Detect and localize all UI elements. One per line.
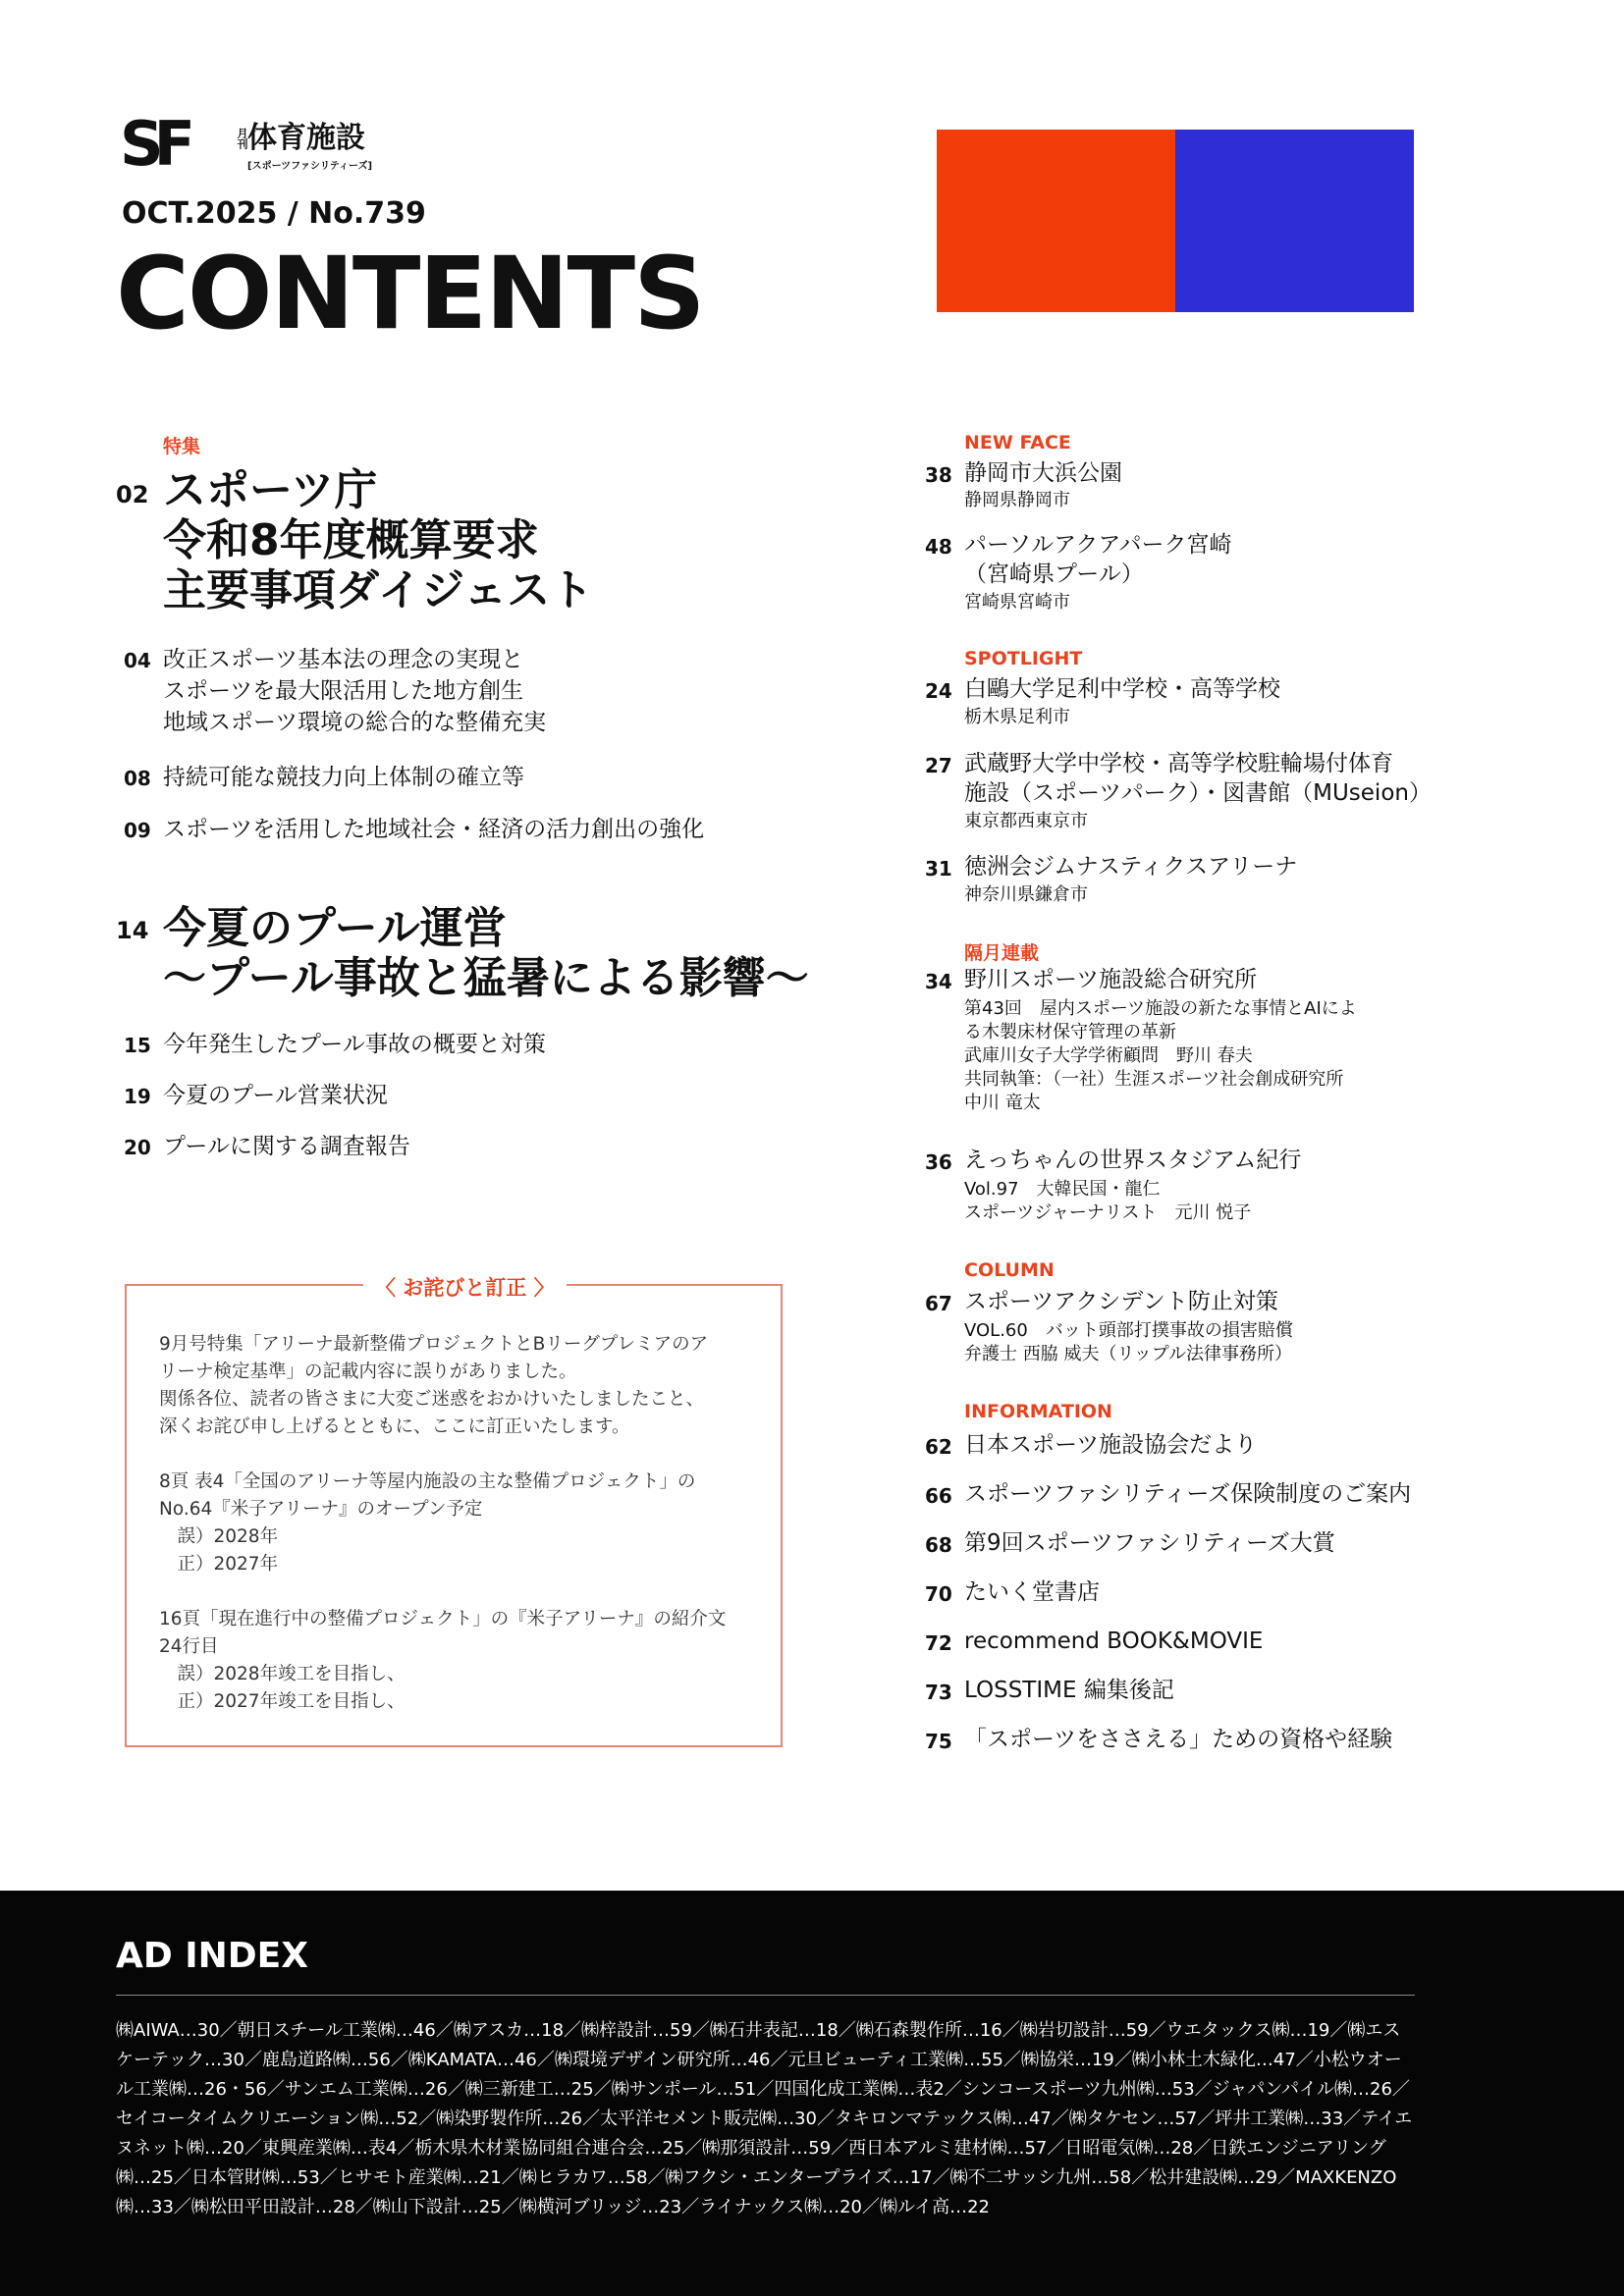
article-detail-line: 弁護士 西脇 威夫（リップル法律事務所） bbox=[964, 1344, 1293, 1364]
article-detail-line: VOL.60 バット頭部打撲事故の損害賠償 bbox=[964, 1320, 1293, 1341]
magazine-logo bbox=[120, 108, 375, 180]
logo-subtitle: [スポーツファシリティーズ] bbox=[247, 161, 373, 172]
logo-mark: SF bbox=[120, 108, 187, 180]
correction-text: 深くお詫び申し上げるとともに、ここに訂正いたします。 bbox=[159, 1416, 630, 1437]
article-location: 栃木県足利市 bbox=[964, 707, 1070, 727]
logo-title: 体育施設 bbox=[247, 121, 365, 155]
section-label-information: INFORMATION bbox=[964, 1401, 1112, 1422]
article-title-line: 地域スポーツ環境の総合的な整備充実 bbox=[163, 710, 547, 735]
feature-title-line: 主要事項ダイジェスト bbox=[163, 565, 594, 615]
correction-text: 正）2027年竣工を目指し、 bbox=[159, 1691, 406, 1712]
article-detail-line: 武庫川女子大学学術顧問 野川 春夫 bbox=[964, 1045, 1253, 1066]
article-page-num[interactable]: 72 bbox=[925, 1631, 952, 1655]
article-title[interactable]: 持続可能な競技力向上体制の確立等 bbox=[163, 765, 524, 790]
feature-title-line: スポーツ庁 bbox=[163, 465, 378, 515]
article-title-line: 施設（スポーツパーク）・図書館（MUseion） bbox=[964, 780, 1432, 806]
article-page-num[interactable]: 48 bbox=[925, 535, 952, 559]
correction-text: 9月号特集「アリーナ最新整備プロジェクトとBリーグプレミアのア bbox=[159, 1334, 709, 1355]
feature-title[interactable] bbox=[163, 903, 809, 1003]
article-location: 宮崎県宮崎市 bbox=[964, 592, 1070, 613]
article-page-num[interactable]: 68 bbox=[925, 1533, 952, 1557]
section-label-series: 隔月連載 bbox=[964, 942, 1040, 964]
correction-text: 関係各位、読者の皆さまに大変ご迷惑をおかけいたしましたこと、 bbox=[159, 1389, 705, 1410]
article-page-num[interactable]: 04 bbox=[124, 649, 151, 672]
article-title[interactable]: たいく堂書店 bbox=[964, 1579, 1100, 1605]
section-label-new-face: NEW FACE bbox=[964, 432, 1071, 454]
article-title[interactable] bbox=[163, 644, 546, 738]
article-title[interactable]: 日本スポーツ施設協会だより bbox=[964, 1432, 1258, 1458]
section-label-spotlight: SPOTLIGHT bbox=[964, 648, 1083, 669]
article-title-line: スポーツを最大限活用した地方創生 bbox=[163, 678, 524, 704]
section-label-column: COLUMN bbox=[964, 1259, 1055, 1281]
article-title[interactable]: 今年発生したプール事故の概要と対策 bbox=[163, 1032, 546, 1057]
ad-index-list: ㈱AIWA…30／朝日スチール工業㈱…46／㈱アスカ…18／㈱梓設計…59／㈱石井表記…18／㈱石森製作所…16／㈱岩切設計…59／ウエタックス㈱…19／㈱エスケーテック…30／鹿島道路㈱…56／㈱KAMATA…46／㈱環境デザイン研究所…46／元旦ビューティ工業㈱…55／㈱協栄…19／㈱小林土木緑化…47／小松ウオール工業㈱…26・56／サンエム工業㈱…26／㈱三新建工…25／㈱サンポール…51／四国化成工業㈱…表2／シンコースポーツ九州㈱…53／ジャパンパイル㈱…26／セイコータイムクリエーション㈱…52／㈱染野製作所…26／太平洋セメント販売㈱…30／タキロンマテックス㈱…47／㈱タケセン…57／坪井工業㈱…33／テイエヌネット㈱…20／東興産業㈱…表4／栃木県木材業協同組合連合会…25／㈱那須設計…59／西日本アルミ建材㈱…57／日昭電気㈱…28／日鉄エンジニアリング㈱…25／日本管財㈱…53／ヒサモト産業㈱…21／㈱ヒラカワ…58／㈱フクシ・エンタープライズ…17／㈱不二サッシ九州…58／松井建設㈱…29／MAXKENZO㈱…33／㈱松田平田設計…28／㈱山下設計…25／㈱横河ブリッジ…23／ライナックス㈱…20／㈱ルイ高…22 bbox=[116, 2020, 1413, 2217]
feature-title-line: ～プール事故と猛暑による影響～ bbox=[163, 953, 809, 1003]
article-title[interactable]: 白鷗大学足利中学校・高等学校 bbox=[964, 676, 1280, 702]
article-location: 神奈川県鎌倉市 bbox=[964, 884, 1088, 905]
correction-text: No.64『米子アリーナ』のオープン予定 bbox=[159, 1499, 483, 1520]
article-title[interactable]: スポーツファシリティーズ保険制度のご案内 bbox=[964, 1481, 1412, 1507]
correction-text: 24行目 bbox=[159, 1636, 219, 1657]
ad-index-divider bbox=[116, 1995, 1415, 1996]
article-page-num[interactable]: 75 bbox=[925, 1730, 952, 1753]
correction-text: 16頁「現在進行中の整備プロジェクト」の『米子アリーナ』の紹介文 bbox=[159, 1609, 727, 1629]
article-title[interactable]: LOSSTIME 編集後記 bbox=[964, 1678, 1174, 1703]
correction-text: 誤）2028年竣工を目指し、 bbox=[159, 1664, 406, 1684]
article-detail-line: Vol.97 大韓民国・龍仁 bbox=[964, 1179, 1161, 1200]
article-page-num[interactable]: 62 bbox=[925, 1435, 952, 1459]
issue-number: OCT.2025 / No.739 bbox=[122, 196, 426, 231]
article-location: 静岡県静岡市 bbox=[964, 490, 1070, 510]
color-blocks bbox=[937, 130, 1414, 312]
article-title[interactable] bbox=[964, 749, 1432, 808]
article-page-num[interactable]: 34 bbox=[925, 970, 952, 993]
article-title-line: パーソルアクアパーク宮崎 bbox=[964, 532, 1232, 558]
article-title[interactable]: スポーツアクシデント防止対策 bbox=[964, 1289, 1278, 1314]
article-page-num[interactable]: 27 bbox=[925, 754, 952, 777]
article-page-num[interactable]: 09 bbox=[124, 819, 151, 842]
feature-title[interactable] bbox=[163, 465, 593, 615]
article-title[interactable]: 野川スポーツ施設総合研究所 bbox=[964, 967, 1258, 992]
article-title-line: 武蔵野大学中学校・高等学校駐輪場付体育 bbox=[964, 751, 1393, 776]
article-page-num[interactable]: 66 bbox=[925, 1484, 952, 1508]
feature-title-line: 令和8年度概算要求 bbox=[163, 515, 539, 565]
feature-label: 特集 bbox=[163, 436, 201, 457]
article-page-num[interactable]: 15 bbox=[124, 1034, 151, 1057]
article-page-num[interactable]: 20 bbox=[124, 1136, 151, 1159]
article-location: 東京都西東京市 bbox=[964, 811, 1088, 831]
correction-text: 正）2027年 bbox=[159, 1554, 279, 1575]
article-page-num[interactable]: 08 bbox=[124, 767, 151, 790]
article-page-num[interactable]: 19 bbox=[124, 1085, 151, 1108]
article-title[interactable]: recommend BOOK&MOVIE bbox=[964, 1629, 1264, 1654]
article-detail-line: 中川 竜太 bbox=[964, 1093, 1041, 1113]
article-detail-line: 共同執筆：（一社）生涯スポーツ社会創成研究所 bbox=[964, 1069, 1344, 1090]
article-detail-line: スポーツジャーナリスト 元川 悦子 bbox=[964, 1202, 1252, 1223]
article-title[interactable]: 今夏のプール営業状況 bbox=[163, 1083, 388, 1108]
ad-index-title: AD INDEX bbox=[116, 1936, 309, 1976]
correction-heading: 〈 お詫びと訂正 〉 bbox=[363, 1272, 567, 1302]
red-block bbox=[937, 130, 1175, 312]
article-details bbox=[964, 1319, 1293, 1366]
page-title: CONTENTS bbox=[116, 236, 704, 352]
article-title[interactable]: スポーツを活用した地域社会・経済の活力創出の強化 bbox=[163, 817, 705, 842]
article-page-num[interactable]: 70 bbox=[925, 1582, 952, 1606]
article-title-line: （宮崎県プール） bbox=[964, 561, 1144, 587]
article-title[interactable]: 「スポーツをささえる」ための資格や経験 bbox=[964, 1727, 1393, 1752]
correction-text: 誤）2028年 bbox=[159, 1526, 279, 1547]
article-title[interactable]: 静岡市大浜公園 bbox=[964, 460, 1122, 486]
feature-title-line: 今夏のプール運営 bbox=[163, 903, 507, 953]
article-detail-line: 第43回 屋内スポーツ施設の新たな事情とAIによ bbox=[964, 998, 1357, 1019]
article-page-num[interactable]: 73 bbox=[925, 1681, 952, 1704]
article-details bbox=[964, 1178, 1251, 1225]
feature-page-num[interactable]: 14 bbox=[116, 917, 149, 944]
article-title[interactable] bbox=[964, 530, 1232, 589]
article-details bbox=[964, 997, 1357, 1115]
article-title-line: 改正スポーツ基本法の理念の実現と bbox=[163, 647, 524, 672]
article-page-num[interactable]: 38 bbox=[925, 463, 952, 487]
correction-text: 8頁 表4「全国のアリーナ等屋内施設の主な整備プロジェクト」の bbox=[159, 1471, 696, 1492]
article-title[interactable]: 第9回スポーツファシリティーズ大賞 bbox=[964, 1530, 1335, 1556]
article-page-num[interactable]: 31 bbox=[925, 857, 952, 881]
article-detail-line: る木製床材保守管理の革新 bbox=[964, 1022, 1176, 1042]
correction-text: リーナ検定基準」の記載内容に誤りがありました。 bbox=[159, 1362, 577, 1382]
article-page-num[interactable]: 67 bbox=[925, 1292, 952, 1315]
article-title[interactable]: 徳洲会ジムナスティクスアリーナ bbox=[964, 854, 1298, 880]
article-page-num[interactable]: 36 bbox=[925, 1150, 952, 1174]
feature-page-num[interactable]: 02 bbox=[116, 481, 149, 508]
logo-monthly: 月刊 bbox=[236, 128, 248, 149]
blue-block bbox=[1175, 130, 1414, 312]
article-title[interactable]: えっちゃんの世界スタジアム紀行 bbox=[964, 1148, 1302, 1173]
article-page-num[interactable]: 24 bbox=[925, 679, 952, 703]
article-title[interactable]: プールに関する調査報告 bbox=[163, 1134, 410, 1159]
